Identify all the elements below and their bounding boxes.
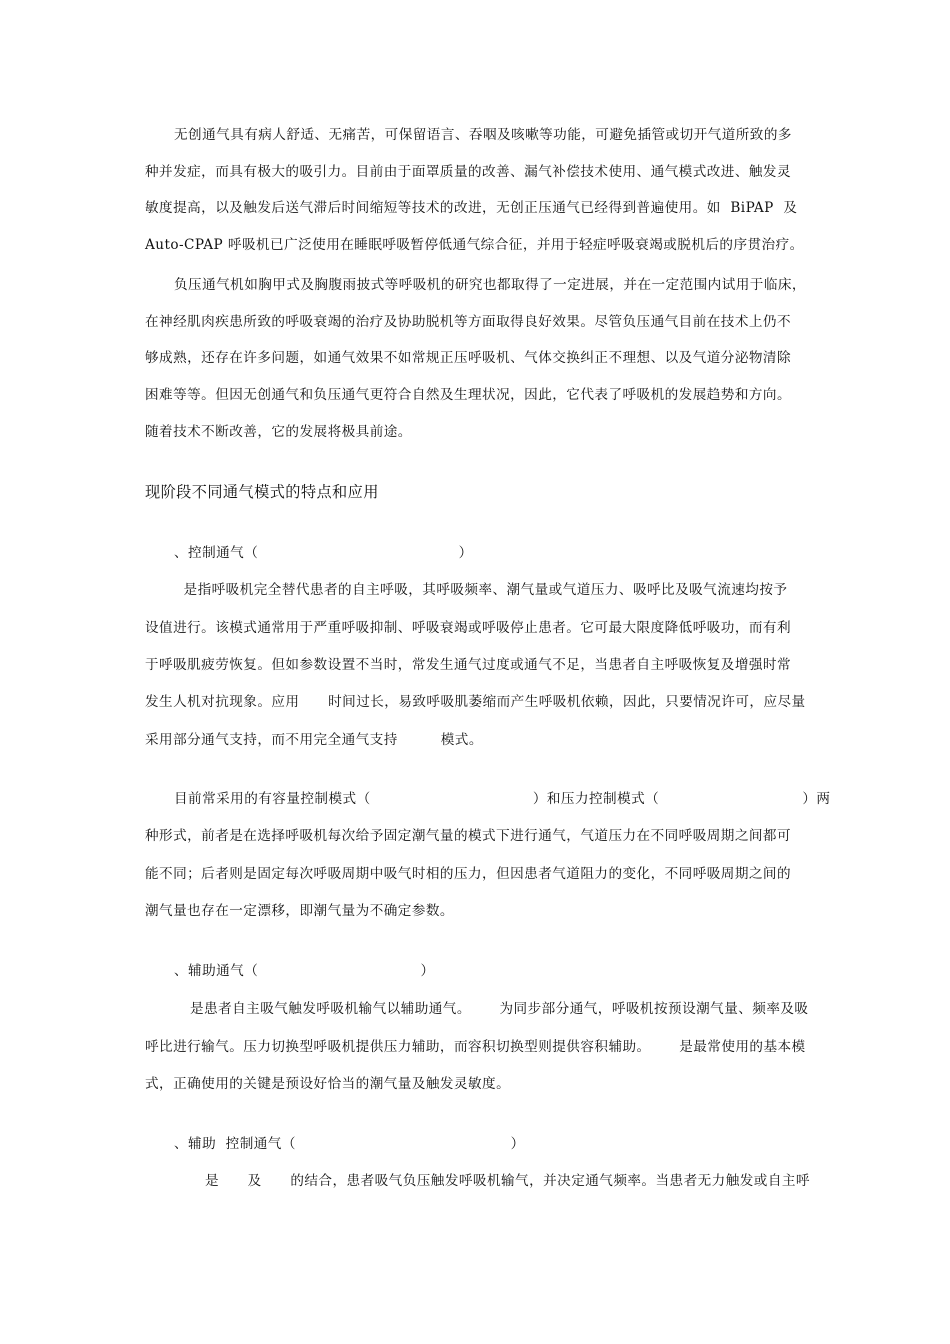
paragraph4-line: 潮气量也存在一定漂移，即潮气量为不确定参数。 <box>145 903 454 919</box>
subsection-heading-assist-ventilation: 、辅助通气（ ） <box>174 963 435 979</box>
paragraph2-line: 随着技术不断改善，它的发展将极具前途。 <box>145 424 412 440</box>
paragraph5-line: 是患者自主吸气触发呼吸机输气以辅助通气。 为同步部分通气，呼吸机按预设潮气量、频率及吸 <box>190 1001 809 1017</box>
paragraph1-line: 种并发症，而具有极大的吸引力。目前由于面罩质量的改善、漏气补偿技术使用、通气模式改进、触发灵 <box>145 164 792 180</box>
section-heading: 现阶段不同通气模式的特点和应用 <box>145 483 379 501</box>
subsection-heading-control-ventilation: 、控制通气（ ） <box>174 545 473 561</box>
paragraph2-line: 困难等等。但因无创通气和负压通气更符合自然及生理状况，因此，它代表了呼吸机的发展趋势和方向。 <box>145 387 792 403</box>
paragraph2-line: 负压通气机如胸甲式及胸腹雨披式等呼吸机的研究也都取得了一定进展，并在一定范围内试用于临床， <box>174 277 806 293</box>
paragraph1-line: Auto-CPAP 呼吸机已广泛使用在睡眠呼吸暂停低通气综合征，并用于轻症呼吸衰竭或脱机后的序贯治疗。 <box>145 237 804 253</box>
paragraph3-line: 设值进行。该模式通常用于严重呼吸抑制、呼吸衰竭或呼吸停止患者。它可最大限度降低呼吸功，而有利 <box>145 620 792 636</box>
paragraph4-line: 种形式，前者是在选择呼吸机每次给予固定潮气量的模式下进行通气，气道压力在不同呼吸周期之间都可 <box>145 828 792 844</box>
paragraph3-line: 发生人机对抗现象。应用 时间过长，易致呼吸肌萎缩而产生呼吸机依赖，因此，只要情况许可，应尽量 <box>145 694 806 710</box>
paragraph1-line: 无创通气具有病人舒适、无痛苦，可保留语言、吞咽及咳嗽等功能，可避免插管或切开气道所致的多 <box>174 127 792 143</box>
paragraph2-line: 够成熟，还存在许多问题，如通气效果不如常规正压呼吸机、气体交换纠正不理想、以及气道分泌物清除 <box>145 350 792 366</box>
paragraph4-line: 能不同；后者则是固定每次呼吸周期中吸气时相的压力，但因患者气道阻力的变化，不同呼吸周期之间的 <box>145 866 792 882</box>
paragraph4-line: 目前常采用的有容量控制模式（ ）和压力控制模式（ ）两 <box>174 791 831 807</box>
subsection-heading-assist-control-ventilation: 、辅助 控制通气（ ） <box>174 1136 525 1152</box>
paragraph5-line: 呼比进行输气。压力切换型呼吸机提供压力辅助，而容积切换型则提供容积辅助。 是最常使用的基本模 <box>145 1039 806 1055</box>
paragraph1-line: 敏度提高，以及触发后送气滞后时间缩短等技术的改进，无创正压通气已经得到普遍使用。如 BiPAP 及 <box>145 200 798 216</box>
paragraph3-line: 于呼吸肌疲劳恢复。但如参数设置不当时，常发生通气过度或通气不足，当患者自主呼吸恢复及增强时常 <box>145 657 792 673</box>
paragraph6-line: 是 及 的结合，患者吸气负压触发呼吸机输气，并决定通气频率。当患者无力触发或自主呼 <box>205 1173 810 1189</box>
paragraph3-line: 采用部分通气支持，而不用完全通气支持 模式。 <box>145 732 483 748</box>
paragraph3-line: 是指呼吸机完全替代患者的自主呼吸，其呼吸频率、潮气量或气道压力、吸呼比及吸气流速均按予 <box>174 582 788 598</box>
paragraph2-line: 在神经肌肉疾患所致的呼吸衰竭的治疗及协助脱机等方面取得良好效果。尽管负压通气目前在技术上仍不 <box>145 314 792 330</box>
paragraph5-line: 式，正确使用的关键是预设好恰当的潮气量及触发灵敏度。 <box>145 1076 511 1092</box>
